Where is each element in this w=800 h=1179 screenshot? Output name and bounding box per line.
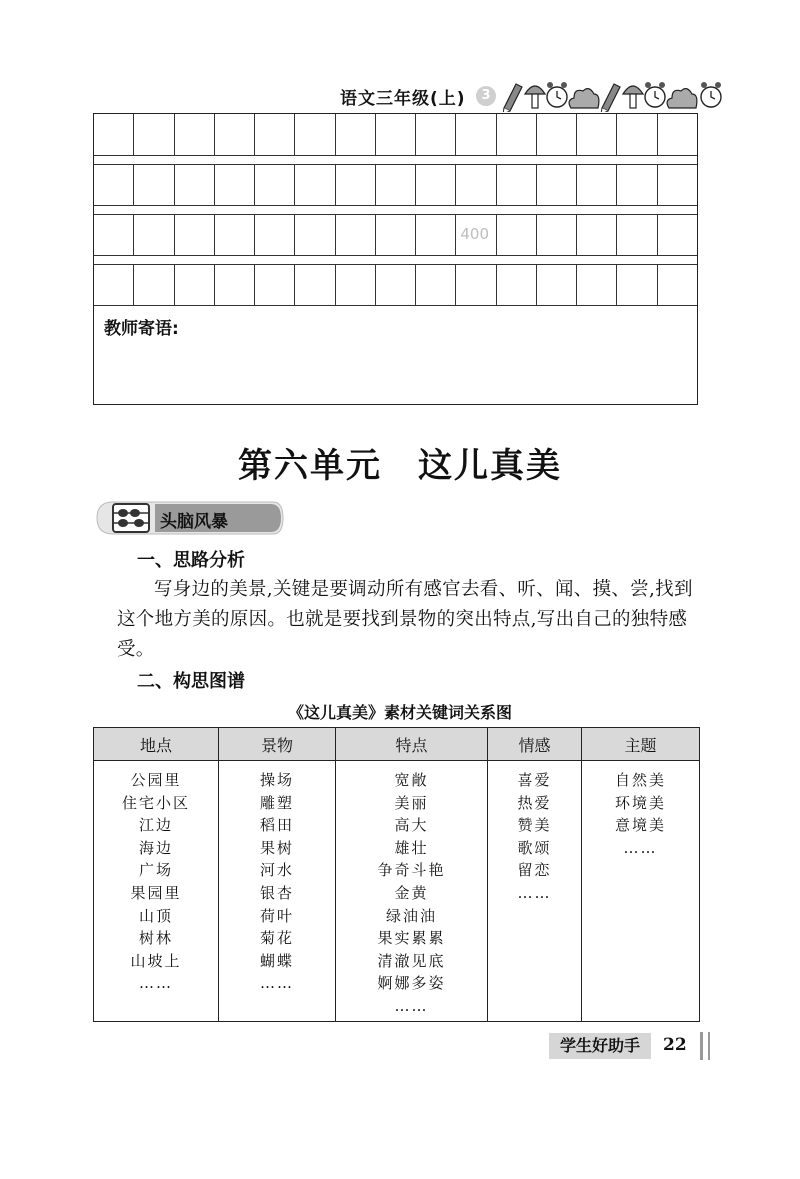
footer-bar	[708, 1032, 710, 1060]
keyword-item: 果园里	[130, 883, 182, 902]
keyword-item: 山顶	[138, 906, 173, 925]
grid-cell	[537, 114, 577, 155]
alarm-clock-icon	[701, 82, 721, 107]
keyword-item: 婀娜多姿	[377, 974, 446, 993]
keyword-item: ……	[623, 838, 658, 857]
keyword-item: 住宅小区	[121, 793, 190, 812]
grid-cell	[416, 165, 456, 205]
keyword-item: 银杏	[259, 883, 294, 902]
grid-cell	[617, 165, 657, 205]
pencil-icon	[503, 84, 522, 112]
keyword-item: 荷叶	[259, 906, 294, 925]
emotion-column	[488, 761, 582, 1022]
keyword-item: 歌颂	[517, 838, 552, 857]
grid-cell	[336, 114, 376, 155]
grid-cell	[134, 114, 174, 155]
header-title: 语文三年级(上)	[340, 89, 466, 109]
pencil-icon	[601, 84, 620, 112]
grid-cell	[577, 114, 617, 155]
keyword-item: 高大	[394, 816, 429, 835]
location-column	[94, 761, 219, 1022]
keyword-item: ……	[394, 996, 429, 1015]
grid-cell	[376, 114, 416, 155]
keyword-item: 稻田	[259, 816, 294, 835]
grid-cell	[416, 114, 456, 155]
grid-cell	[295, 165, 335, 205]
grid-cell	[658, 165, 697, 205]
grid-cell	[94, 114, 134, 155]
volume-badge: 3	[476, 86, 496, 106]
grid-cell	[134, 215, 174, 255]
keyword-item: 公园里	[130, 771, 182, 789]
grid-cell	[376, 265, 416, 305]
header-decoration	[500, 76, 725, 112]
grid-cell	[497, 114, 537, 155]
grid-cell	[617, 114, 657, 155]
grid-row	[94, 264, 697, 306]
grid-cell	[255, 265, 295, 305]
grid-cell	[658, 114, 697, 155]
keyword-item: ……	[139, 974, 173, 993]
grid-cell	[497, 165, 537, 205]
analysis-heading: 一、思路分析	[137, 550, 245, 571]
grid-cell	[215, 165, 255, 205]
keyword-item: 雄壮	[394, 838, 429, 857]
unit-title: 第六单元 这儿真美	[238, 446, 562, 486]
theme-column	[582, 761, 700, 1022]
grid-cell	[537, 215, 577, 255]
grid-cell	[94, 265, 134, 305]
header-theme: 主题	[582, 728, 700, 761]
keyword-item: 留恋	[517, 861, 552, 880]
alarm-clock-icon	[645, 82, 665, 107]
brainstorm-label: 头脑风暴	[160, 512, 228, 532]
grid-cell	[175, 265, 215, 305]
keyword-item: 宽敞	[394, 771, 429, 789]
scenery-column	[219, 761, 336, 1022]
grid-row	[94, 114, 697, 156]
grid-cell	[336, 165, 376, 205]
keyword-item: 争奇斗艳	[377, 861, 446, 880]
header-scenery: 景物	[219, 728, 336, 761]
grid-cell	[175, 114, 215, 155]
keyword-item: 河水	[259, 861, 294, 880]
grid-cell	[255, 165, 295, 205]
keyword-item: 山坡上	[130, 951, 182, 970]
keyword-table	[93, 727, 700, 1022]
grid-cell	[134, 265, 174, 305]
grid-cell	[336, 265, 376, 305]
grid-cell	[577, 265, 617, 305]
writing-grid	[93, 113, 698, 405]
header-location: 地点	[94, 728, 219, 761]
table-caption: 《这儿真美》素材关键词关系图	[287, 703, 512, 722]
grid-cell	[215, 114, 255, 155]
keyword-item: 果树	[259, 838, 294, 857]
grid-cell	[497, 265, 537, 305]
grid-cell	[175, 165, 215, 205]
cloud-icon	[667, 89, 697, 108]
keyword-item: 赞美	[517, 816, 552, 835]
grid-cell	[456, 265, 496, 305]
keyword-item: 蝴蝶	[259, 951, 294, 970]
grid-cell	[295, 265, 335, 305]
grid-cell	[456, 114, 496, 155]
grid-cell	[376, 165, 416, 205]
grid-cell	[134, 165, 174, 205]
grid-cell	[617, 265, 657, 305]
grid-cell	[416, 265, 456, 305]
grid-cell	[376, 215, 416, 255]
keyword-item: 果实累累	[377, 929, 446, 948]
feature-column	[336, 761, 488, 1022]
grid-cell	[295, 114, 335, 155]
keyword-item: 环境美	[614, 793, 666, 812]
alarm-clock-icon	[547, 82, 567, 107]
keyword-item: 海边	[138, 838, 173, 857]
grid-cell	[215, 215, 255, 255]
grid-cell	[577, 165, 617, 205]
keyword-item: 清澈见底	[377, 951, 446, 970]
mushroom-icon	[623, 86, 643, 108]
analysis-text: 写身边的美景,关键是要调动所有感官去看、听、闻、摸、尝,找到这个地方美的原因。也就是要找到景物的突出特点,写出自己的独特感受。	[117, 579, 693, 660]
grid-cell	[255, 114, 295, 155]
word-count-marker: 400	[460, 225, 490, 243]
grid-cell	[175, 215, 215, 255]
grid-cell	[416, 215, 456, 255]
mushroom-icon	[525, 86, 545, 108]
page-number: 22	[663, 1035, 687, 1055]
grid-cell	[336, 215, 376, 255]
grid-cell	[577, 215, 617, 255]
cloud-icon	[569, 89, 599, 108]
header-feature: 特点	[336, 728, 488, 761]
keyword-item: 绿油油	[385, 906, 437, 925]
footer-bar	[700, 1032, 703, 1060]
grid-cell	[537, 265, 577, 305]
keyword-item: 金黄	[394, 883, 429, 902]
grid-cell	[658, 215, 697, 255]
keyword-item: ……	[517, 883, 552, 902]
keyword-item: 雕塑	[259, 793, 294, 812]
map-heading: 二、构思图谱	[137, 671, 245, 692]
keyword-item: 美丽	[394, 793, 429, 812]
grid-cell	[94, 215, 134, 255]
grid-cell	[295, 215, 335, 255]
grid-cell	[456, 165, 496, 205]
grid-cell	[255, 215, 295, 255]
keyword-item: 菊花	[259, 929, 294, 948]
grid-cell	[215, 265, 255, 305]
keyword-item: ……	[260, 974, 294, 993]
grid-cell	[537, 165, 577, 205]
keyword-item: 喜爱	[517, 771, 552, 789]
keyword-item: 热爱	[517, 793, 552, 812]
keyword-item: 江边	[138, 816, 173, 835]
keyword-item: 广场	[138, 861, 173, 880]
keyword-item: 操场	[259, 771, 294, 789]
grid-row	[94, 164, 697, 206]
keyword-item: 意境美	[614, 816, 666, 835]
footer-label: 学生好助手	[549, 1033, 651, 1059]
grid-row	[94, 214, 697, 256]
grid-cell	[456, 215, 496, 255]
keyword-item: 树林	[138, 929, 173, 948]
grid-cell	[497, 215, 537, 255]
grid-cell	[617, 215, 657, 255]
grid-cell	[658, 265, 697, 305]
header-emotion: 情感	[488, 728, 582, 761]
grid-cell	[94, 165, 134, 205]
teacher-comment-label: 教师寄语:	[104, 319, 179, 339]
table-row	[94, 761, 700, 1022]
keyword-item: 自然美	[614, 771, 666, 789]
table-header-row	[94, 728, 700, 761]
abacus-icon	[113, 504, 149, 532]
